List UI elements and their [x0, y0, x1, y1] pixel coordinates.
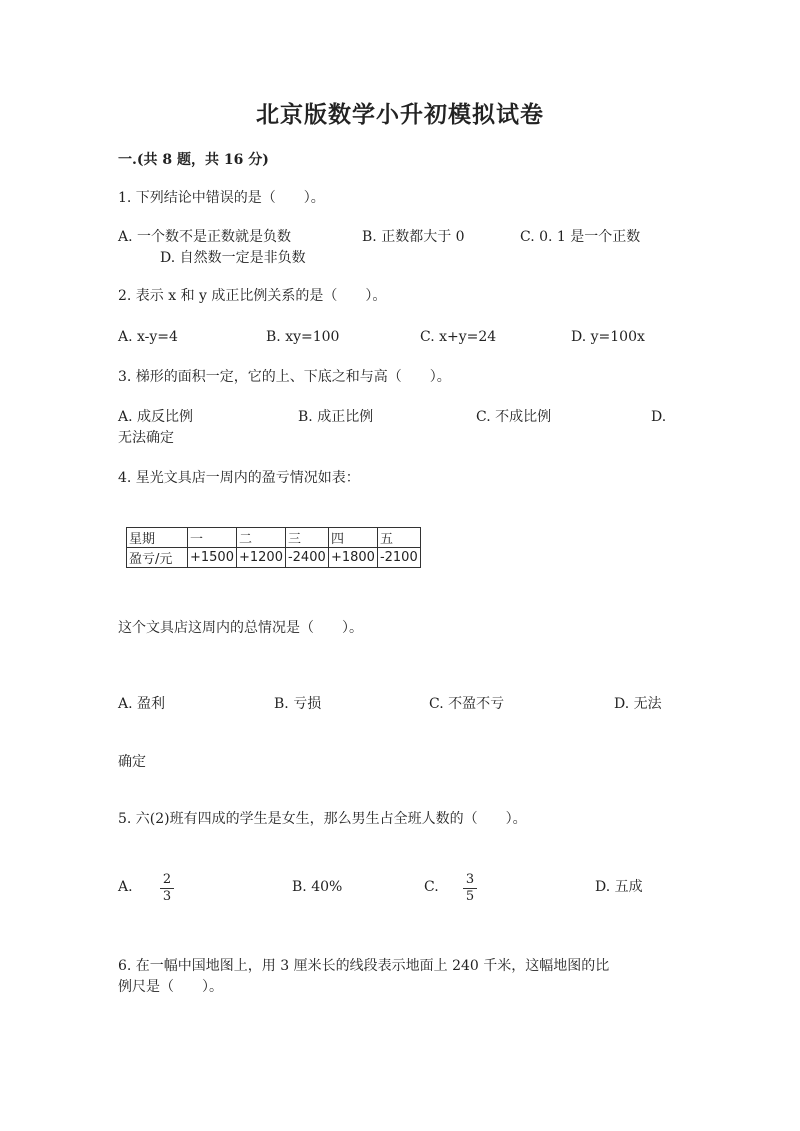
q5-option-c-fraction [463, 873, 477, 904]
q1-option-d: D. 自然数一定是非负数 [160, 250, 306, 266]
q5-option-d: D. 五成 [595, 879, 643, 895]
q1-option-b: B. 正数都大于 0 [362, 229, 465, 245]
table-cell: +1500 [188, 548, 237, 568]
fraction-denominator: 3 [162, 889, 172, 904]
q1-option-c: C. 0. 1 是一个正数 [520, 229, 641, 245]
q4-option-a: A. 盈利 [118, 696, 166, 712]
q3-option-b: B. 成正比例 [298, 409, 374, 425]
q4-option-b: B. 亏损 [274, 696, 322, 712]
page-title: 北京版数学小升初模拟试卷 [256, 101, 544, 128]
fraction-numerator: 3 [463, 873, 477, 889]
section-heading: 一.(共 8 题，共 16 分) [118, 152, 269, 168]
table-cell: 星期 [127, 528, 188, 548]
question-1: 1. 下列结论中错误的是（ ）。 [118, 190, 325, 206]
table-cell: -2400 [285, 548, 328, 568]
table-row [127, 548, 421, 568]
q2-option-b: B. xy=100 [266, 329, 340, 345]
q2-option-d: D. y=100x [571, 329, 645, 345]
q4-option-d-label: D. 无法 [614, 696, 662, 712]
question-6-line-2: 例尺是（ ）。 [118, 979, 223, 995]
table-cell: +1800 [328, 548, 377, 568]
question-4: 4. 星光文具店一周内的盈亏情况如表： [118, 470, 360, 486]
q3-option-d-text: 无法确定 [118, 430, 174, 446]
q3-option-d-label: D. [651, 409, 667, 425]
table-cell: 四 [328, 528, 377, 548]
q5-option-a-fraction [160, 873, 174, 904]
question-2: 2. 表示 x 和 y 成正比例关系的是（ ）。 [118, 288, 387, 304]
question-3: 3. 梯形的面积一定，它的上、下底之和与高（ ）。 [118, 369, 451, 385]
question-6-line-1: 6. 在一幅中国地图上，用 3 厘米长的线段表示地面上 240 千米，这幅地图的比 [118, 958, 610, 974]
fraction-denominator: 5 [465, 889, 475, 904]
q5-option-c-label: C. [424, 879, 439, 895]
table-row [127, 528, 421, 548]
q3-option-c: C. 不成比例 [476, 409, 552, 425]
table-cell: 三 [285, 528, 328, 548]
profit-table [126, 527, 421, 568]
q2-option-a: A. x-y=4 [118, 329, 178, 345]
table-cell: +1200 [236, 548, 285, 568]
table-cell: 二 [236, 528, 285, 548]
q3-option-a: A. 成反比例 [118, 409, 194, 425]
fraction-numerator: 2 [160, 873, 174, 889]
question-4-prompt: 这个文具店这周内的总情况是（ ）。 [118, 620, 363, 636]
table-cell: 五 [377, 528, 420, 548]
q4-option-c: C. 不盈不亏 [429, 696, 505, 712]
q2-option-c: C. x+y=24 [420, 329, 497, 345]
table-cell: 一 [188, 528, 237, 548]
question-5: 5. 六(2)班有四成的学生是女生，那么男生占全班人数的（ ）。 [118, 811, 527, 827]
q1-option-a: A. 一个数不是正数就是负数 [118, 229, 292, 245]
q5-option-a-label: A. [118, 879, 133, 895]
table-cell: -2100 [377, 548, 420, 568]
q4-option-d-text: 确定 [118, 754, 146, 770]
q5-option-b: B. 40% [292, 879, 343, 895]
table-cell: 盈亏/元 [127, 548, 188, 568]
